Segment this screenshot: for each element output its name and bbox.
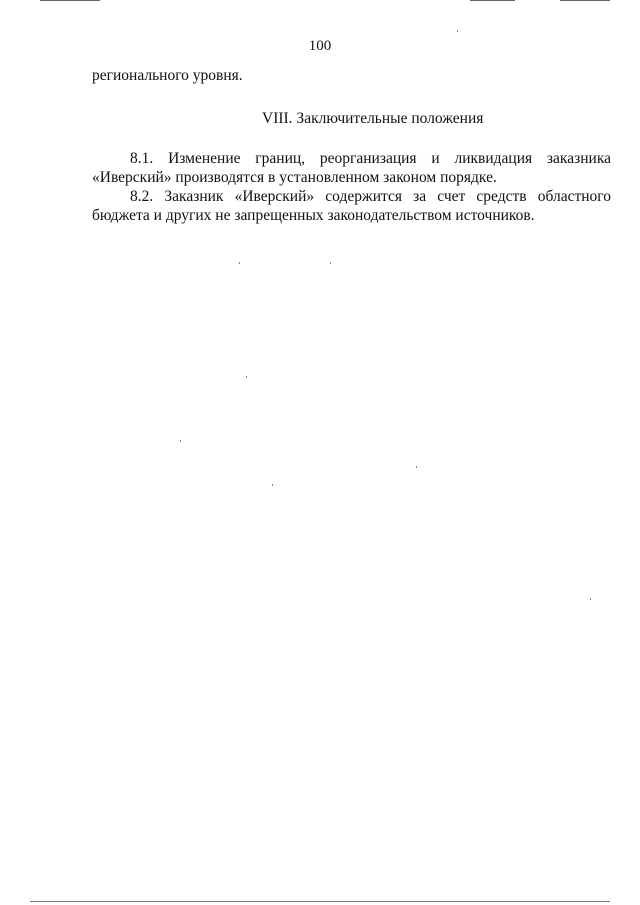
section-heading: VIII. Заключительные положения (262, 110, 484, 127)
scan-edge-mark (560, 0, 610, 1)
clause-8-1 (92, 149, 611, 187)
page-number: 100 (308, 38, 332, 54)
clause-8-1-line1: 8.1. Изменение границ, реорганизация и ликвидация заказника (130, 150, 611, 167)
continuation-text (92, 66, 611, 85)
continuation-paragraph: регионального уровня. (92, 67, 243, 84)
clause-8-2-rest: бюджета и других не запрещенных законодательством источников. (92, 207, 535, 224)
scan-speck (457, 30, 458, 32)
scan-speck (180, 440, 181, 442)
scan-edge-mark (40, 0, 100, 1)
scan-edge-mark (30, 901, 610, 902)
scan-speck (239, 262, 240, 264)
scan-speck (330, 262, 331, 264)
clauses-block (92, 149, 611, 225)
scan-speck (272, 484, 273, 486)
scan-speck (246, 376, 247, 378)
clause-8-1-rest: «Иверский» производятся в установленном законом порядке. (92, 169, 497, 186)
clause-8-2-line1: 8.2. Заказник «Иверский» содержится за счет средств областного (130, 188, 611, 205)
scan-speck (590, 598, 591, 600)
scan-edge-mark (470, 0, 515, 1)
scan-speck (416, 466, 417, 468)
clause-8-2 (92, 187, 611, 225)
